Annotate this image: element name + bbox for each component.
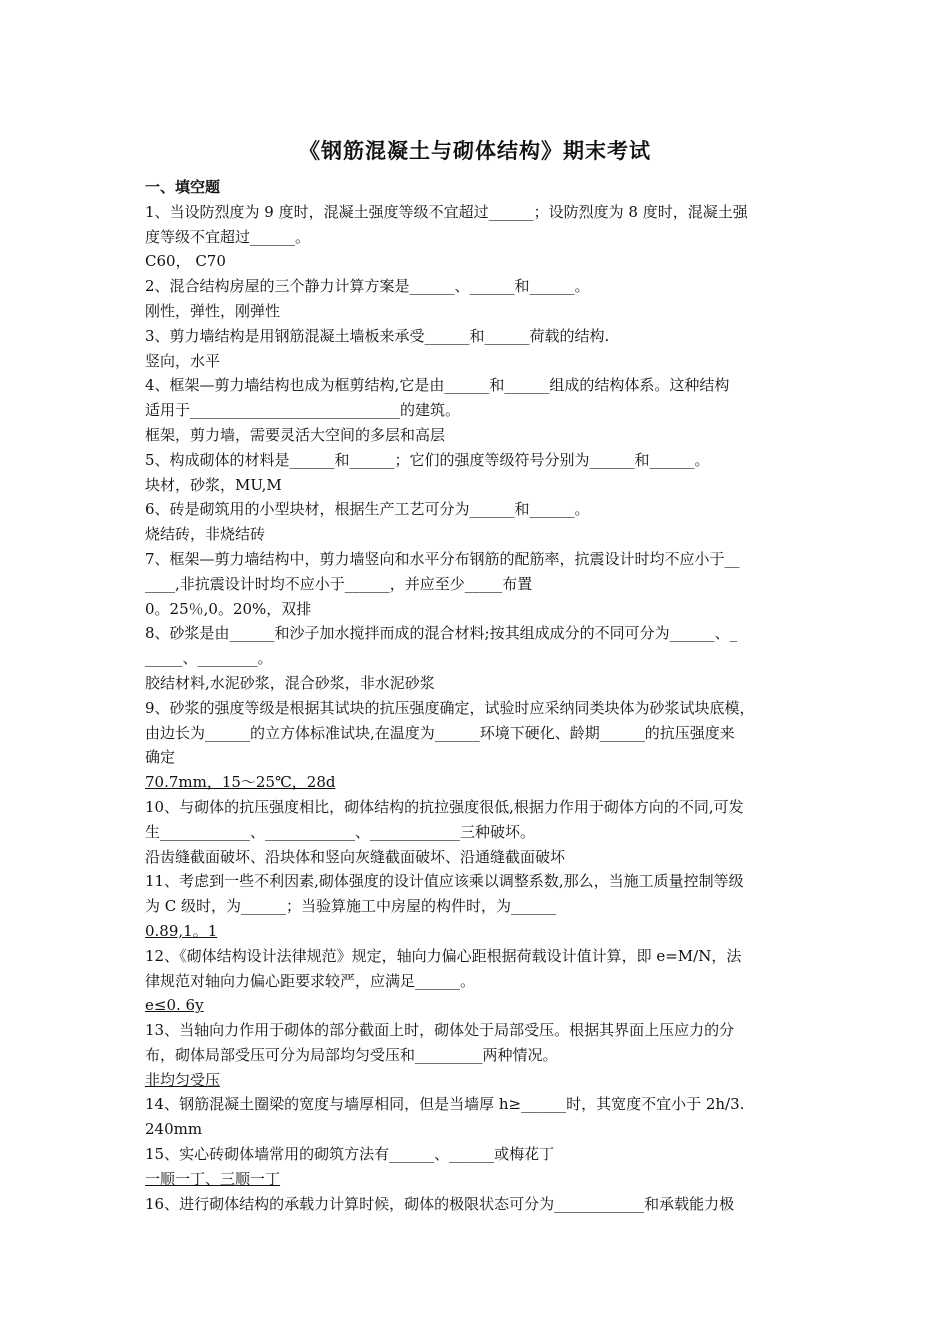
question-line: 确定	[145, 748, 176, 767]
answer-line: C60， C70	[145, 252, 226, 271]
section-heading: 一、填空题	[145, 178, 221, 196]
question-line: 6、砖是砌筑用的小型块材，根据生产工艺可分为______和______。	[145, 500, 590, 519]
answer-line: 70.7mm，15～25℃，28d	[145, 773, 336, 792]
answer-line: e≤0. 6y	[145, 996, 204, 1015]
question-line: 16、进行砌体结构的承载力计算时候，砌体的极限状态可分为____________和承载能力极	[145, 1194, 735, 1213]
answer-line: 烧结砖，非烧结砖	[145, 525, 266, 544]
question-line: 9、砂浆的强度等级是根据其试块的抗压强度确定，试验时应采纳同类块体为砂浆试块底模，	[145, 698, 755, 717]
answer-line: 沿齿缝截面破坏、沿块体和竖向灰缝截面破坏、沿通缝截面破坏	[145, 847, 566, 866]
answer-line: 块材，砂浆，MU,M	[145, 475, 282, 494]
answer-line: 非均匀受压	[145, 1070, 221, 1089]
question-line: 适用于____________________________的建筑。	[145, 401, 461, 420]
question-line: 13、当轴向力作用于砌体的部分截面上时，砌体处于局部受压。根据其界面上压应力的分	[145, 1021, 735, 1040]
question-line: 2、混合结构房屋的三个静力计算方案是______、______和______。	[145, 277, 590, 296]
question-line: 3、剪力墙结构是用钢筋混凝土墙板来承受______和______荷载的结构.	[145, 326, 610, 345]
question-line: _____、________。	[145, 649, 273, 668]
question-line: 为 C 级时，为______；当验算施工中房屋的构件时，为______	[145, 897, 557, 916]
question-line: 布，砌体局部受压可分为局部均匀受压和_________两种情况。	[145, 1045, 558, 1064]
question-list	[145, 200, 813, 1217]
answer-line: 0。25％,0。20%，双排	[145, 599, 312, 618]
question-line: 8、砂浆是由______和沙子加水搅拌而成的混合材料;按其组成成分的不同可分为______、_	[145, 624, 738, 643]
answer-line: 刚性，弹性，刚弹性	[145, 301, 281, 320]
answer-line: 240mm	[145, 1120, 203, 1139]
question-line: 律规范对轴向力偏心距要求较严，应满足______。	[145, 971, 476, 990]
question-line: 度等级不宜超过______。	[145, 227, 311, 246]
question-line: 5、构成砌体的材料是______和______；它们的强度等级符号分别为______和______。	[145, 450, 710, 469]
question-line: 由边长为______的立方体标准试块,在温度为______环境下硬化、龄期______的抗压强度来	[145, 723, 735, 742]
question-line: 10、与砌体的抗压强度相比，砌体结构的抗拉强度很低,根据力作用于砌体方向的不同,可发	[145, 797, 744, 816]
answer-line: 0.89,1。1	[145, 921, 218, 940]
answer-line: 胶结材料,水泥砂浆，混合砂浆，非水泥砂浆	[145, 673, 435, 692]
answer-line: 竖向，水平	[145, 351, 221, 370]
question-line: 7、框架—剪力墙结构中，剪力墙竖向和水平分布钢筋的配筋率，抗震设计时均不应小于__	[145, 549, 740, 568]
question-line: 14、钢筋混凝土圈梁的宽度与墙厚相同，但是当墙厚 h≥______时，其宽度不宜小于 2h/3.	[145, 1095, 745, 1114]
question-line: 1、当设防烈度为 9 度时，混凝土强度等级不宜超过______；设防烈度为 8 度时，混凝土强	[145, 202, 748, 221]
document-title: 《钢筋混凝土与砌体结构》期末考试	[299, 138, 651, 163]
question-line: 4、框架—剪力墙结构也成为框剪结构,它是由______和______组成的结构体系。这种结构	[145, 376, 730, 395]
question-line: 15、实心砖砌体墙常用的砌筑方法有______、______或梅花丁	[145, 1145, 555, 1164]
answer-line: 框架，剪力墙，需要灵活大空间的多层和高层	[145, 425, 446, 444]
question-line: 12、《砌体结构设计法律规范》规定，轴向力偏心距根据荷载设计值计算，即 e=M/N，法	[145, 946, 742, 965]
answer-line: 一顺一丁、三顺一丁	[145, 1169, 281, 1188]
question-line: 11、考虑到一些不利因素,砌体强度的设计值应该乘以调整系数,那么，当施工质量控制等级	[145, 872, 744, 891]
question-line: ____,非抗震设计时均不应小于______，并应至少_____布置	[145, 574, 533, 593]
question-line: 生____________、____________、____________三种破坏。	[145, 822, 536, 841]
document-body	[145, 175, 813, 1216]
